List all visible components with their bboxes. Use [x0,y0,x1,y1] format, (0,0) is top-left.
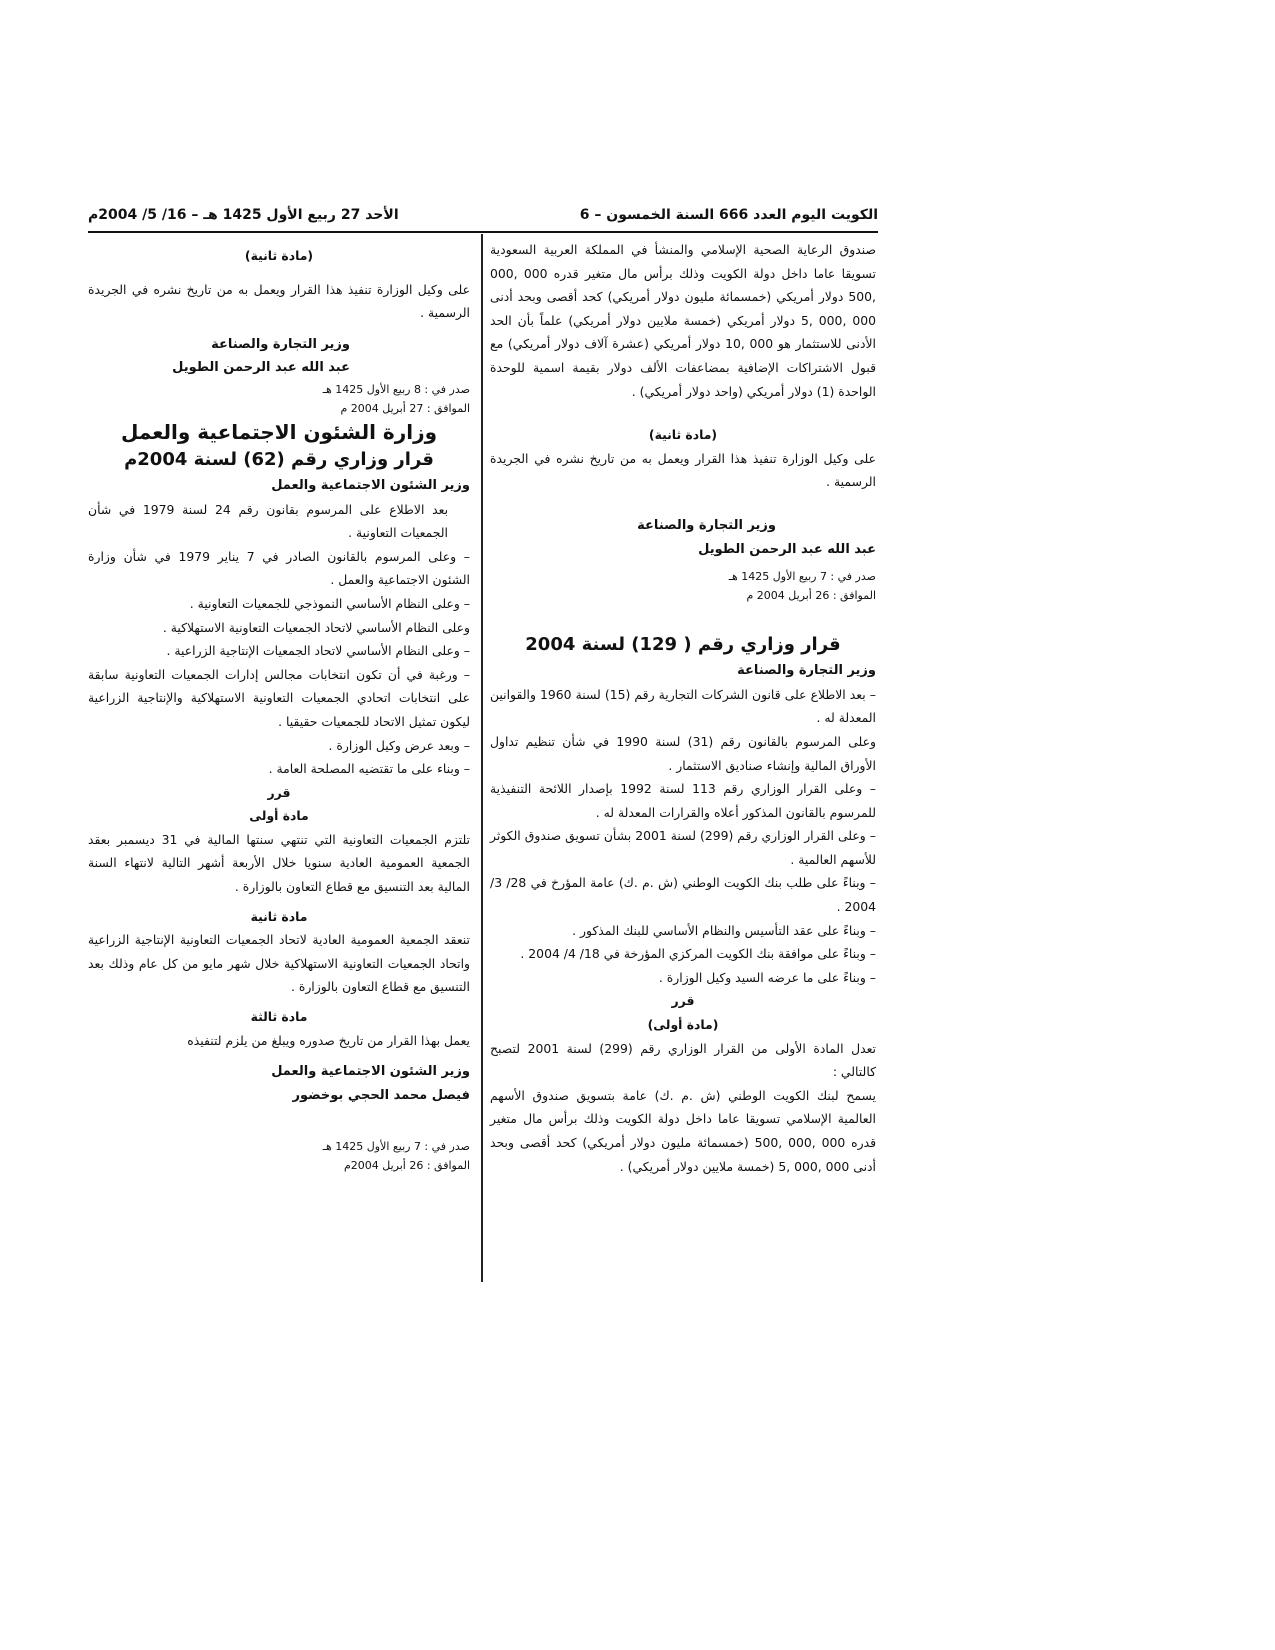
article-heading: (مادة ثانية) [244,248,314,263]
recital: – وبناءً على طلب بنك الكويت الوطني (ش .م .ك) عامة المؤرخ في 28/ 3/ 2004 . [490,875,876,915]
decree-subtitle: وزير التجارة والصناعة [737,663,876,679]
article-heading: مادة أولى [249,808,309,824]
right-column [490,238,876,1178]
ministry-title: وزارة الشئون الاجتماعية والعمل [120,419,438,444]
recital: – وعلى القرار الوزاري رقم (299) لسنة 2001 بشأن تسويق صندوق الكوثر للأسهم العالمية . [490,828,876,867]
decree-continuation-text: صندوق الرعاية الصحية الإسلامي والمنشأ في المملكة العربية السعودية تسويقا عاما داخل دولة الكويت وذلك برأس مال متغير قدره 000 ,000 ,500 دولار أمريكي (خمسمائة مليون دولار أمريكي) كحد أقصى وبحد أدنى 000 ,000 ,5 دولار أمريكي (خمسة ملايين دولار أمريكي) علماً بأن الحد الأدنى للاستثمار هو 000 ,10 دولار أمريكي (عشرة آلاف دولار أمريكي) مع قبول الاشتراكات الإضافية بمضاعفات الألف دولار بقيمة اسمية للوحدة الواحدة (1) دولار أمريكي (واحد دولار أمريكي) . [490,242,876,399]
article-heading: مادة ثانية [250,908,308,924]
column-divider [481,234,483,1282]
recital: – وبعد عرض وكيل الوزارة . [328,737,470,753]
recital: – وعلى النظام الأساسي النموذجي للجمعيات التعاونية . [189,595,470,611]
article-text: يسمح لبنك الكويت الوطني (ش .م .ك) عامة بتسويق صندوق الأسهم العالمية الإسلامي تسويقا عاما داخل دولة الكويت وذلك برأس مال متغير قدره 000 ,000 ,500 (خمسمائة مليون دولار أمريكي) كحد أقصى وبحد أدنى 000 ,000 ,5 (خمسة ملايين دولار أمريكي) . [490,1087,877,1174]
recital: وعلى النظام الأساسي لاتحاد الجمعيات التعاونية الاستهلاكية . [162,619,470,635]
recital: – وعلى القرار الوزاري رقم 113 لسنة 1992 بإصدار اللائحة التنفيذية للمرسوم بالقانون المذكور أعلاه والقرارات المعدلة له . [490,781,876,820]
recital: – وعلى النظام الأساسي لاتحاد الجمعيات الإنتاجية الزراعية . [166,643,470,659]
recital: وعلى المرسوم بالقانون رقم (31) لسنة 1990 في شأن تنظيم تداول الأوراق المالية وإنشاء صناديق الاستثمار . [490,733,876,773]
decree-subtitle: وزير الشئون الاجتماعية والعمل [271,477,470,493]
minister-title: وزير الشئون الاجتماعية والعمل [271,1064,470,1080]
recital: – ورغبة في أن تكون انتخابات مجالس إدارات الجمعيات التعاونية سابقة على انتخابات اتحادي الجمعيات التعاونية الاستهلاكية والإنتاجية الزراعية ليكون تمثيل الاتحاد للجمعيات حقيقيا . [88,666,470,729]
article-text: يعمل بهذا القرار من تاريخ صدوره ويبلغ من يلزم لتنفيذه [187,1032,470,1048]
left-column [88,238,470,1175]
decree-title: قرار وزاري رقم (62) لسنة 2004م [124,448,434,470]
decided-label: قرر [671,993,695,1009]
issued-date: صدر في : 7 ربيع الأول 1425 هـ [728,570,876,584]
corresponding-date: الموافق : 27 أبريل 2004 م [340,401,470,415]
corresponding-date: الموافق : 26 أبريل 2004م [343,1159,470,1173]
issued-date: صدر في : 8 ربيع الأول 1425 هـ [322,382,470,396]
article-text: على وكيل الوزارة تنفيذ هذا القرار ويعمل به من تاريخ نشره في الجريدة الرسمية . [88,281,470,321]
minister-title: وزير التجارة والصناعة [637,517,776,533]
header-issue-info: الكويت اليوم العدد 666 السنة الخمسون – 6 [579,207,878,223]
article-text: تنعقد الجمعية العمومية العادية لاتحاد الجمعيات التعاونية الإنتاجية الزراعية واتحاد الجمعيات التعاونية الاستهلاكية خلال شهر مايو من كل عام وذلك بعد التنسيق مع قطاع التعاون بالوزارة . [88,932,470,995]
recital: – بعد الاطلاع على قانون الشركات التجارية رقم (15) لسنة 1960 والقوانين المعدلة له . [490,686,876,726]
article-text: على وكيل الوزارة تنفيذ هذا القرار ويعمل به من تاريخ نشره في الجريدة الرسمية . [490,450,876,490]
corresponding-date: الموافق : 26 أبريل 2004 م [746,589,876,603]
recital: – وبناءً على ما عرضه السيد وكيل الوزارة . [658,969,876,985]
decree-title: قرار وزاري رقم ( 129) لسنة 2004 [525,634,841,656]
article-heading: مادة ثالثة [250,1009,308,1025]
recital: – وبناءً على موافقة بنك الكويت المركزي المؤرخة في 18/ 4/ 2004 . [520,946,876,962]
recital: بعد الاطلاع على المرسوم بقانون رقم 24 لسنة 1979 في شأن الجمعيات التعاونية . [88,501,449,541]
minister-name: عبد الله عبد الرحمن الطويل [172,360,350,376]
minister-title: وزير التجارة والصناعة [211,336,350,352]
recital: – وبناء على ما تقتضيه المصلحة العامة . [268,761,470,777]
minister-name: عبد الله عبد الرحمن الطويل [698,541,876,557]
issued-date: صدر في : 7 ربيع الأول 1425 هـ [322,1140,470,1154]
header-date: الأحد 27 ربيع الأول 1425 هـ – 16/ 5/ 2004م [88,207,399,223]
page-header [88,205,878,233]
article-intro: تعدل المادة الأولى من القرار الوزاري رقم (299) لسنة 2001 لتصبح كالتالي : [490,1040,877,1080]
article-text: تلتزم الجمعيات التعاونية التي تنتهي سنتها المالية في 31 ديسمبر بعقد الجمعية العمومية العادية سنويا خلال الأربعة أشهر التالية لانتهاء السنة المالية بعد التنسيق مع قطاع التعاون بالوزارة . [88,831,470,895]
article-heading: (مادة ثانية) [648,427,718,443]
decided-label: قرر [267,784,291,800]
recital: – وبناءً على عقد التأسيس والنظام الأساسي للبنك المذكور . [572,922,876,938]
recital: – وعلى المرسوم بالقانون الصادر في 7 يناير 1979 في شأن وزارة الشئون الاجتماعية والعمل . [88,548,470,588]
article-heading: (مادة أولى) [647,1017,719,1033]
minister-name: فيصل محمد الحجي بوخضور [292,1087,470,1103]
